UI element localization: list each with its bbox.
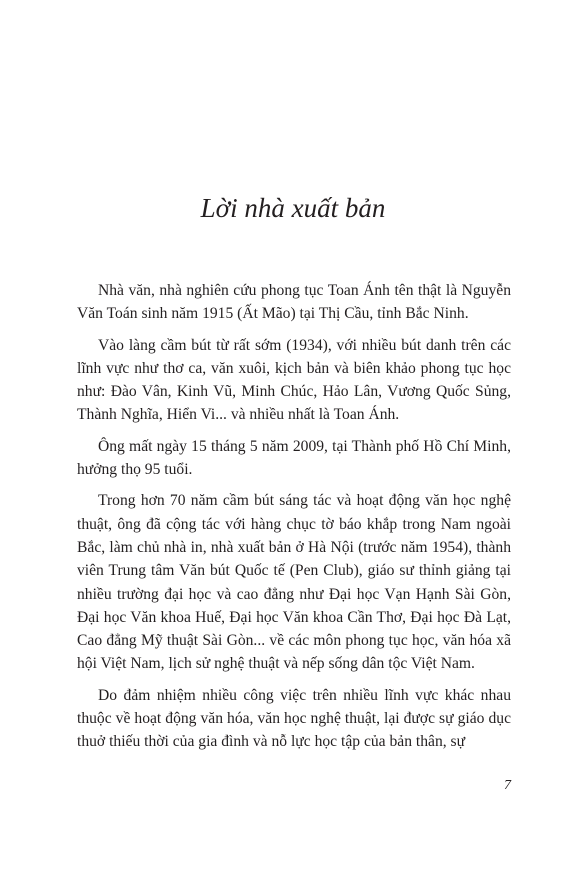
paragraph-3: Ông mất ngày 15 tháng 5 năm 2009, tại Thành phố Hồ Chí Minh, hưởng thọ 95 tuổi. bbox=[77, 437, 511, 479]
paragraph-2: Vào làng cầm bút từ rất sớm (1934), với nhiều bút danh trên các lĩnh vực như thơ ca, văn xuôi, kịch bản và biên khảo phong tục học như: Đào Vân, Kinh Vũ, Minh Chúc, Hảo Lân, Vương Quốc Sủng, Thành Nghĩa, Hiển Vi... và nhiều nhất là Toan Ánh. bbox=[77, 336, 511, 424]
paragraph-5: Do đảm nhiệm nhiều công việc trên nhiều lĩnh vực khác nhau thuộc về hoạt động văn hóa, văn học nghệ thuật, lại được sự giáo dục thuở thiếu thời của gia đình và nỗ lực học tập của bản thân, sự bbox=[77, 686, 511, 751]
paragraph-1: Nhà văn, nhà nghiên cứu phong tục Toan Ánh tên thật là Nguyễn Văn Toán sinh năm 1915 (Ất Mão) tại Thị Cầu, tỉnh Bắc Ninh. bbox=[77, 282, 511, 323]
paragraph-4: Trong hơn 70 năm cầm bút sáng tác và hoạt động văn học nghệ thuật, ông đã cộng tác với hàng chục tờ báo khắp trong Nam ngoài Bắc, làm chủ nhà in, nhà xuất bản ở Hà Nội (trước năm 1954), thành viên Trung tâm Văn bút Quốc tế (Pen Club), giáo sư thỉnh giảng tại nhiều trường đại học và cao đẳng như Đại học Vạn Hạnh Sài Gòn, Đại học Văn khoa Huế, Đại học Văn khoa Cần Thơ, Đại học Đà Lạt, Cao đẳng Mỹ thuật Sài Gòn... về các môn phong tục học, văn hóa xã hội Việt Nam, lịch sử nghệ thuật và nếp sống dân tộc Việt Nam. bbox=[77, 492, 511, 673]
page-number: 7 bbox=[504, 778, 511, 793]
page-title: Lời nhà xuất bản bbox=[200, 193, 386, 223]
body-text bbox=[77, 279, 511, 762]
